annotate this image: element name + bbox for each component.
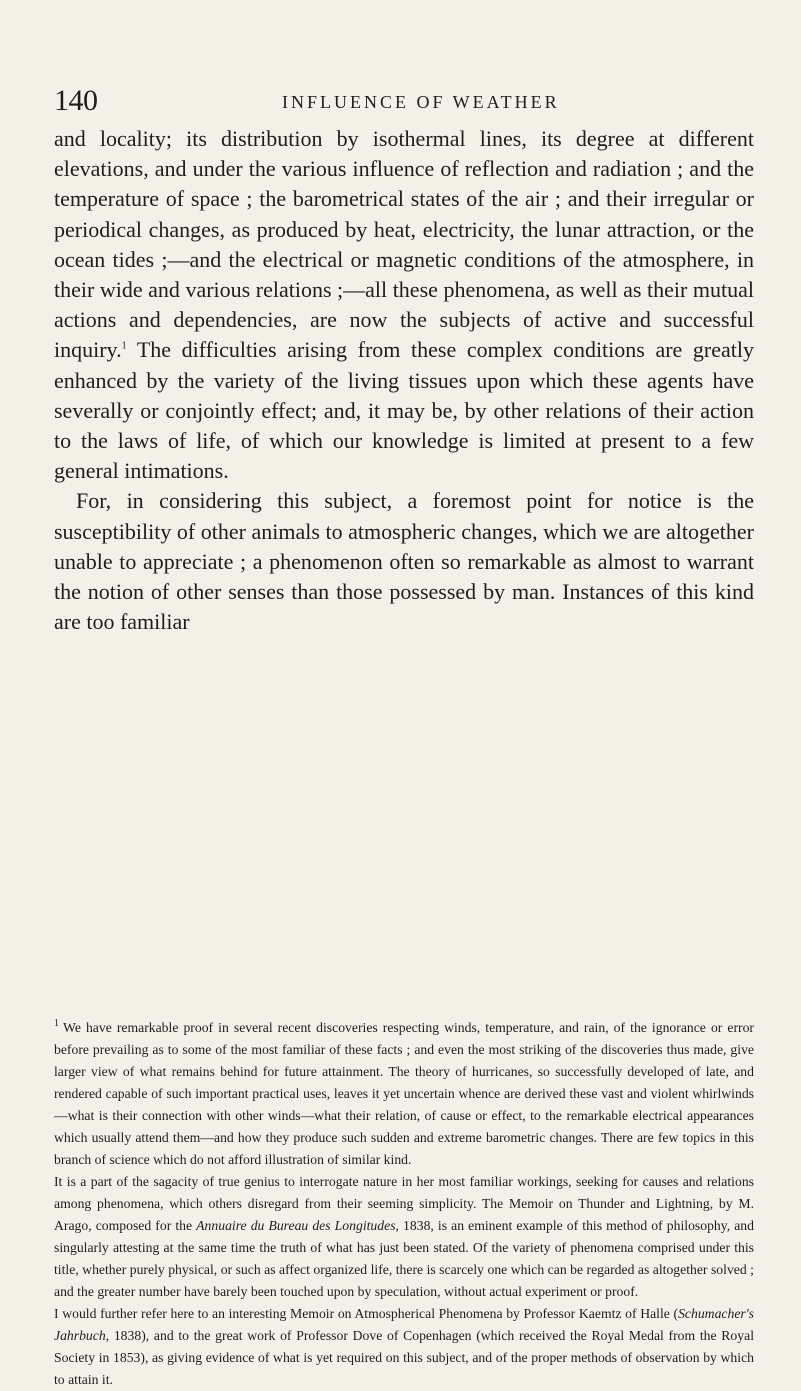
- footnote-marker: 1: [121, 341, 127, 353]
- footnote-1-text-3b: , 1838), and to the great work of Professor Dove of Copenhagen (which received the Royal Medal from the Royal Society in 1853), as giving evidence of what is yet required on this subject, and of the proper methods of observation by which to attain it.: [54, 1328, 754, 1387]
- footnote-1-italic-source: Schumacher's Jahrbuch: [54, 1306, 754, 1343]
- body-text: [54, 124, 754, 637]
- running-title: INFLUENCE OF WEATHER: [282, 92, 560, 112]
- footnote-1-paragraph-1: [54, 1017, 754, 1171]
- paragraph-1-text-a: and locality; its distribution by isothermal lines, its degree at different elevations, and under the various influence of reflection and radiation ; and the temperature of space ; the barometrical states of the air ; and their irregular or periodical changes, as produced by heat, electricity, the lunar attraction, or the ocean tides ;—and the electrical or magnetic conditions of the atmosphere, in their wide and various relations ;—all these phenomena, as well as their mutual actions and dependencies, are now the subjects of active and successful inquiry.: [54, 126, 754, 363]
- paragraph-1-text-b: The difficulties arising from these complex conditions are greatly enhanced by the variety of the living tissues upon which these agents have severally or conjointly effect; and, it may be, by other relations of their action to the laws of life, of which our knowledge is limited at present to a few general intimations.: [54, 337, 754, 484]
- footnotes: [54, 1017, 754, 1391]
- footnote-1-text-3a: I would further refer here to an interesting Memoir on Atmospherical Phenomena by Professor Kaemtz of Halle (: [54, 1306, 679, 1321]
- paragraph-2: For, in considering this subject, a foremost point for notice is the susceptibility of other animals to atmospheric changes, which we are altogether unable to appreciate ; a phenomenon often so remarkable as almost to warrant the notion of other senses than those possessed by man. Instances of this kind are too familiar: [54, 488, 754, 635]
- footnote-1-paragraph-2: [54, 1171, 754, 1303]
- paragraph-1: [54, 124, 754, 486]
- footnote-1-paragraph-3: [54, 1303, 754, 1391]
- footnote-1-text-2a: It is a part of the sagacity of true genius to interrogate nature in her most familiar workings, seeking for causes and relations among phenomena, which others disregard from their seeming simplicity. The Memoir on Thunder and Lightning, by M. Arago, composed for the: [54, 1174, 754, 1233]
- page-header: [54, 84, 747, 124]
- page-number: 140: [54, 84, 98, 117]
- footnote-1-italic-title: Annuaire du Bureau des Longitudes: [196, 1218, 396, 1233]
- footnote-1-text-1: We have remarkable proof in several recent discoveries respecting winds, temperature, and rain, of the ignorance or error before prevailing as to some of the most familiar of these facts ; and even the most striking of the discoveries thus made, give larger view of what remains behind for future attainment. The theory of hurricanes, so successfully developed of late, and rendered capable of such important practical uses, leaves it yet uncertain whence are derived these vast and violent whirlwinds—what is their connection with other winds—what their relation, of cause or effect, to the remarkable electrical appearances which usually attend them—and how they produce such sudden and extreme barometric changes. There are few topics in this branch of science which do not afford illustration of similar kind.: [54, 1020, 754, 1167]
- footnote-1-text-2b: , 1838, is an eminent example of this method of philosophy, and singularly attesting at the same time the truth of what has just been stated. Of the variety of phenomena comprised under this title, whether purely physical, or such as affect organized life, there is scarcely one which can be regarded as altogether solved ; and the greater number have barely been touched upon by speculation, without actual experiment or proof.: [54, 1218, 754, 1299]
- footnote-number: 1: [54, 1018, 59, 1030]
